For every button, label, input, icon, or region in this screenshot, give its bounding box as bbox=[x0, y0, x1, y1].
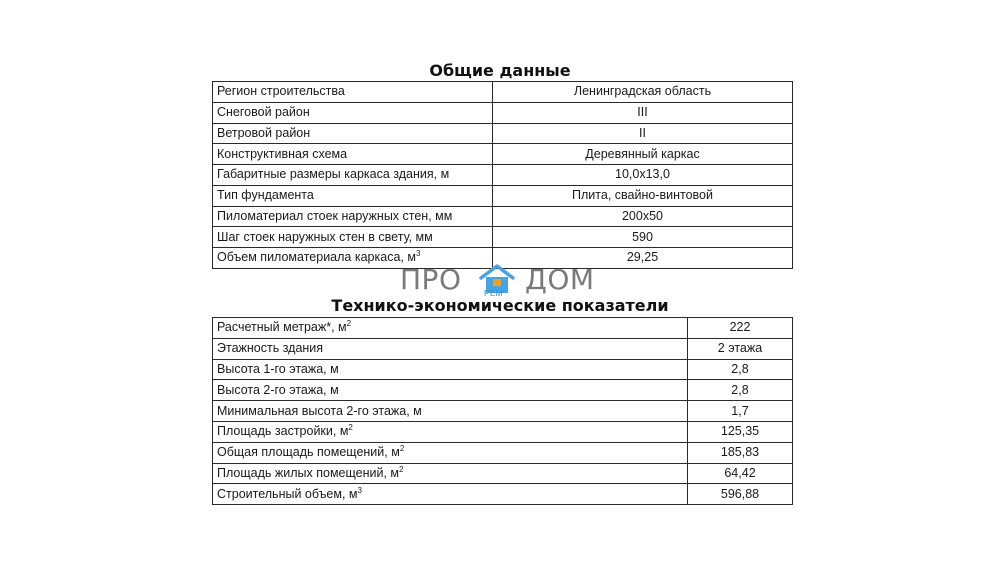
unit-exponent: 2 bbox=[399, 444, 405, 454]
row-label-cell bbox=[213, 421, 688, 442]
row-label: Регион строительства bbox=[217, 84, 345, 99]
row-label: Строительный объем, м bbox=[217, 486, 358, 501]
row-label-cell bbox=[213, 165, 493, 186]
row-value: Ленинградская область bbox=[493, 82, 793, 103]
row-label: Расчетный метраж*, м bbox=[217, 320, 347, 335]
row-label-cell bbox=[213, 82, 493, 103]
row-value: III bbox=[493, 102, 793, 123]
row-value: Деревянный каркас bbox=[493, 144, 793, 165]
row-label: Снеговой район bbox=[217, 105, 310, 120]
watermark-left-text: ПРО bbox=[400, 263, 462, 296]
unit-exponent: 2 bbox=[348, 423, 353, 433]
unit-exponent: 2 bbox=[346, 319, 352, 329]
table-row bbox=[213, 463, 793, 484]
table-row bbox=[213, 227, 793, 248]
table-row bbox=[213, 144, 793, 165]
row-label-cell bbox=[213, 144, 493, 165]
row-label-cell bbox=[213, 359, 688, 380]
row-label-cell bbox=[213, 123, 493, 144]
row-label-cell bbox=[213, 102, 493, 123]
row-label: Высота 2-го этажа, м bbox=[217, 382, 339, 397]
table-row bbox=[213, 102, 793, 123]
row-label: Объем пиломатериала каркаса, м bbox=[217, 250, 416, 265]
row-value: 200х50 bbox=[493, 206, 793, 227]
row-label: Этажность здания bbox=[217, 341, 324, 356]
table-row bbox=[213, 123, 793, 144]
row-value: 2,8 bbox=[688, 359, 793, 380]
row-label: Минимальная высота 2-го этажа, м bbox=[217, 403, 422, 418]
table-row bbox=[213, 206, 793, 227]
table-row bbox=[213, 359, 793, 380]
row-label: Габаритные размеры каркаса здания, м bbox=[217, 167, 450, 182]
row-value: 590 bbox=[493, 227, 793, 248]
row-label-cell bbox=[213, 401, 688, 422]
row-value: 596,88 bbox=[688, 484, 793, 505]
unit-exponent: 2 bbox=[399, 464, 404, 474]
table-row bbox=[213, 442, 793, 463]
row-label: Тип фундамента bbox=[217, 188, 314, 203]
row-value: 2 этажа bbox=[688, 338, 793, 359]
table-row bbox=[213, 380, 793, 401]
row-label: Площадь застройки, м bbox=[217, 424, 349, 439]
row-label-cell bbox=[213, 318, 688, 339]
table-row bbox=[213, 82, 793, 103]
row-label: Общая площадь помещений, м bbox=[217, 445, 400, 460]
row-label: Пиломатериал стоек наружных стен, мм bbox=[217, 208, 453, 223]
table-row bbox=[213, 185, 793, 206]
indicators-table bbox=[212, 317, 793, 505]
table-row bbox=[213, 421, 793, 442]
table-row bbox=[213, 401, 793, 422]
row-label-cell bbox=[213, 484, 688, 505]
row-label: Конструктивная схема bbox=[217, 146, 348, 161]
row-label-cell bbox=[213, 380, 688, 401]
table-row bbox=[213, 165, 793, 186]
row-value: 2,8 bbox=[688, 380, 793, 401]
row-label-cell bbox=[213, 185, 493, 206]
row-value: 64,42 bbox=[688, 463, 793, 484]
table-row bbox=[213, 484, 793, 505]
row-label: Площадь жилых помещений, м bbox=[217, 465, 400, 480]
general-data-title: Общие данные bbox=[429, 61, 571, 80]
row-value: 125,35 bbox=[688, 421, 793, 442]
row-value: 1,7 bbox=[688, 401, 793, 422]
row-value: 222 bbox=[688, 318, 793, 339]
table-row bbox=[213, 318, 793, 339]
row-label-cell bbox=[213, 463, 688, 484]
general-data-table bbox=[212, 81, 793, 269]
row-label-cell bbox=[213, 338, 688, 359]
row-value: II bbox=[493, 123, 793, 144]
row-label-cell bbox=[213, 442, 688, 463]
unit-exponent: 3 bbox=[357, 485, 362, 495]
table-row bbox=[213, 338, 793, 359]
row-value: 29,25 bbox=[493, 248, 793, 269]
indicators-title: Технико-экономические показатели bbox=[331, 296, 669, 315]
row-label-cell bbox=[213, 206, 493, 227]
row-value: Плита, свайно-винтовой bbox=[493, 185, 793, 206]
row-value: 10,0х13,0 bbox=[493, 165, 793, 186]
row-label: Шаг стоек наружных стен в свету, мм bbox=[217, 229, 433, 244]
row-label: Ветровой район bbox=[217, 125, 311, 140]
row-label-cell bbox=[213, 227, 493, 248]
prodom-watermark-logo bbox=[400, 262, 600, 298]
watermark-sub-text: РЕМ bbox=[484, 289, 503, 298]
watermark-right-text: ДОМ bbox=[525, 263, 595, 296]
unit-exponent: 3 bbox=[415, 249, 421, 259]
row-value: 185,83 bbox=[688, 442, 793, 463]
row-label: Высота 1-го этажа, м bbox=[217, 361, 339, 376]
